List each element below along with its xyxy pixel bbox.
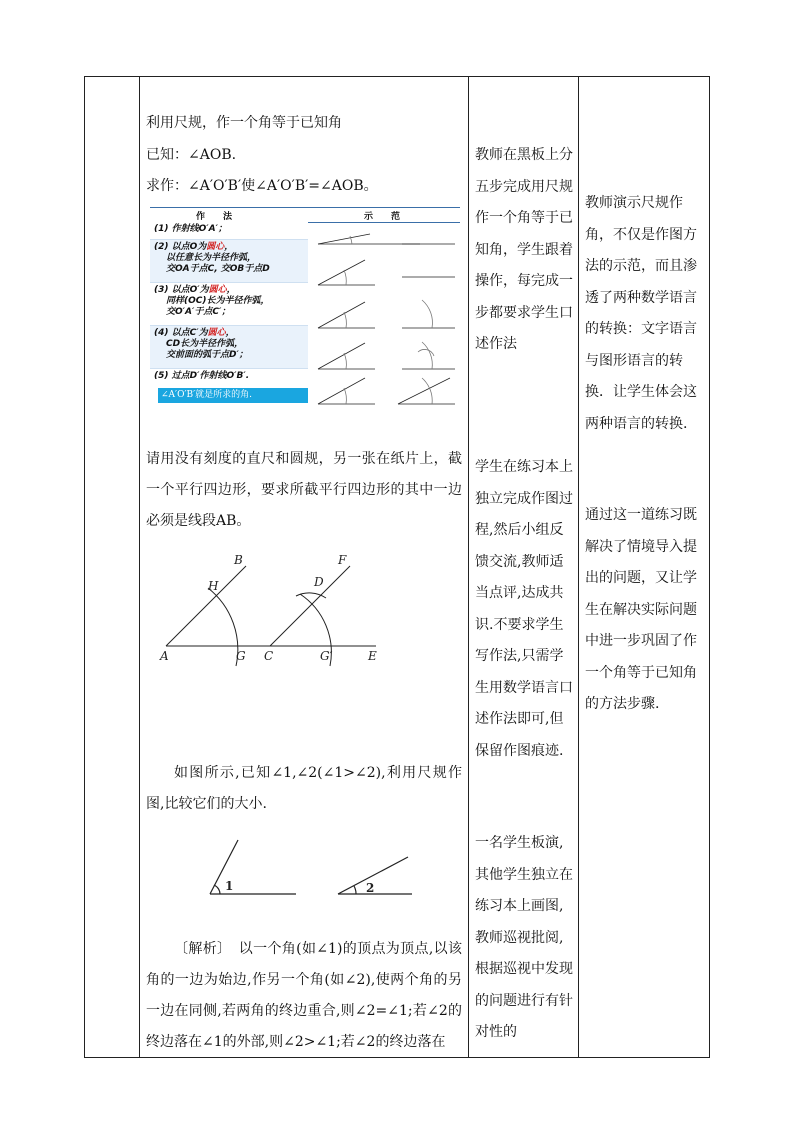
compare-text: 如图所示,已知∠1,∠2(∠1>∠2),利用尺规作图,比较它们的大小.: [146, 765, 462, 812]
step-4-line2: CD长为半径作弧，: [166, 339, 244, 349]
construction-table-header: [150, 207, 460, 223]
step-3-punct: ，: [226, 285, 236, 295]
step-1: [150, 222, 308, 240]
step-1-text: (1) 作射线O′A′；: [154, 224, 227, 234]
title-line: 利用尺规，作一个角等于已知角: [146, 115, 342, 131]
construction-demo-figures: [310, 222, 460, 407]
label-F: F: [338, 553, 347, 567]
step-4-line3: 交前面的弧于点D′；: [166, 350, 248, 360]
angle-1-label: 1: [225, 879, 234, 893]
step-2-line3: 交OA于点C, 交OB于点D: [166, 264, 270, 274]
step-2: [150, 240, 308, 283]
step-3-text: (3) 以点O′为: [154, 285, 209, 295]
step-4-highlight: 圆心: [207, 328, 226, 338]
label-E: E: [368, 649, 377, 663]
label-G: G: [236, 649, 246, 663]
step-3-line2: 同样(OC)长为半径作弧，: [166, 296, 270, 306]
label-B: B: [234, 553, 243, 567]
column-divider: [468, 76, 469, 1058]
parallelogram-figure-labels: [150, 548, 390, 668]
exercise-text: 请用没有刻度的直尺和圆规，另一张在纸片上，截一个平行四边形，要求所截平行四边形的其中一边必须是线段AB。: [146, 451, 462, 529]
column-divider: [578, 76, 579, 1058]
label-A: A: [160, 649, 169, 663]
step-5: [150, 369, 308, 388]
step-2-line2: 以任意长为半径作弧，: [166, 253, 257, 263]
construction-table: [150, 207, 460, 407]
step-4: [150, 326, 308, 369]
step-3-line3: 交O′A′于点C′；: [166, 307, 231, 317]
analysis-text: 〔解析〕 以一个角(如∠1)的顶点为顶点,以该角的一边为始边,作另一个角(如∠2),使两个角的另一边在同侧,若两角的终边重合,则∠2=∠1;若∠2的终边落在∠1的外部,则∠2>∠1;若∠2的终边落在: [146, 941, 462, 1050]
activity-block-2: 学生在练习本上独立完成作图过程,然后小组反馈交流,教师适当点评,达成共识.不要求学生写作法,只需学生用数学语言口述作法即可,但保留作图痕迹.: [475, 459, 573, 759]
step-3: [150, 283, 308, 326]
result-label: ∠A′O′B′就是所求的角.: [158, 388, 308, 403]
step-3-highlight: 圆心: [208, 285, 227, 295]
step-2-highlight: 圆心: [206, 242, 225, 252]
angle-2-label: 2: [366, 881, 375, 895]
label-H: H: [208, 579, 219, 593]
label-C: C: [264, 649, 274, 663]
label-G-prime: G′: [320, 649, 333, 663]
step-2-punct: ，: [224, 242, 234, 252]
activity-block-3: 一名学生板演,其他学生独立在练习本上画图,教师巡视批阅,根据巡视中发现的问题进行有针对性的: [475, 835, 573, 1040]
intent-block-1: 教师演示尺规作角，不仅是作图方法的示范，而且渗透了两种数学语言的转换：文字语言与图形语言的转换．让学生体会这两种语言的转换.: [585, 195, 697, 432]
two-angles-figure: [200, 838, 420, 904]
task-line: 求作：∠A′O′B′使∠A′O′B′=∠AOB。: [146, 178, 378, 194]
label-D: D: [314, 575, 324, 589]
header-demo: 示 范: [364, 212, 401, 222]
intent-block-2: 通过这一道练习既解决了情境导入提出的问题，又让学生在解决实际问题中进一步巩固了作一个角等于已知角的方法步骤.: [585, 507, 697, 712]
step-5-text: (5) 过点D′作射线O′B′.: [154, 371, 250, 381]
step-2-text: (2) 以点O为: [154, 242, 207, 252]
header-method: 作 法: [196, 212, 233, 222]
step-4-text: (4) 以点C′为: [154, 328, 208, 338]
step-4-punct: ，: [225, 328, 235, 338]
known-line: 已知：∠AOB.: [146, 147, 237, 163]
column-divider: [139, 76, 140, 1058]
activity-block-1: 教师在黑板上分五步完成用尺规作一个角等于已知角，学生跟着操作，每完成一步都要求学生口述作法: [475, 147, 573, 352]
